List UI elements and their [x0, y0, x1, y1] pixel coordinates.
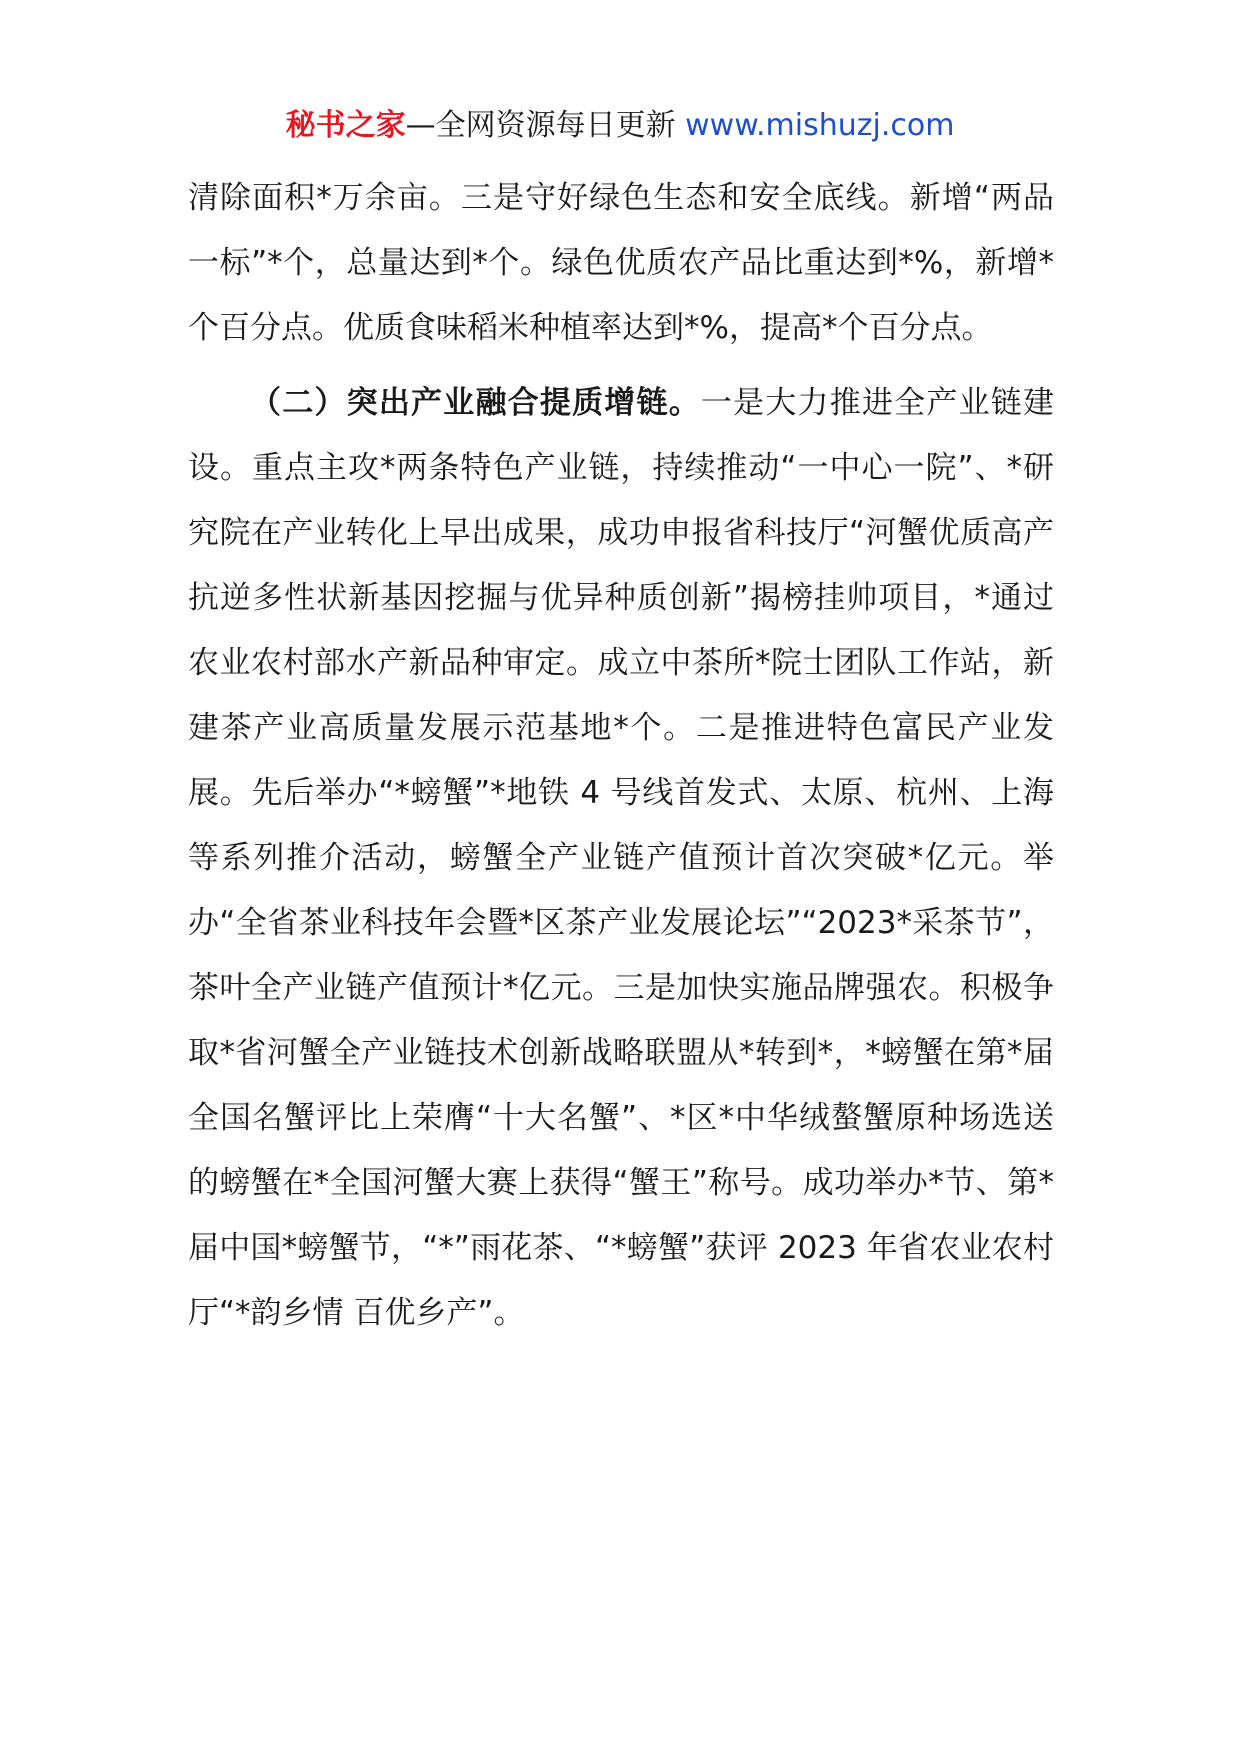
paragraph-text: 一是大力推进全产业链建设。重点主攻*两条特色产业链，持续推动“一中心一院”、*研究院在产业转化上早出成果，成功申报省科技厅“河蟹优质高产抗逆多性状新基因挖掘与优异种质创新”揭榜挂帅项目，*通过农业农村部水产新品种审定。成立中茶所*院士团队工作站，新建茶产业高质量发展示范基地*个。二是推进特色富民产业发展。先后举办“*螃蟹”*地铁 4 号线首发式、太原、杭州、上海等系列推介活动，螃蟹全产业链产值预计首次突破*亿元。举办“全省茶业科技年会暨*区茶产业发展论坛”“2023*采茶节”，茶叶全产业链产值预计*亿元。三是加快实施品牌强农。积极争取*省河蟹全产业链技术创新战略联盟从*转到*，*螃蟹在第*届全国名蟹评比上荣膺“十大名蟹”、*区*中华绒螯蟹原种场选送的螃蟹在*全国河蟹大赛上获得“蟹王”称号。成功举办*节、第*届中国*螃蟹节，“*”雨花茶、“*螃蟹”获评 2023 年省农业农村厅“*韵乡情 百优乡产”。: [188, 385, 1055, 1331]
section-heading: （二）突出产业融合提质增链。: [250, 385, 701, 421]
page-header: [0, 104, 1240, 148]
document-body: [188, 166, 1054, 1346]
paragraph-section-two: [188, 371, 1054, 1346]
header-url-link[interactable]: www.mishuzj.com: [685, 108, 955, 143]
header-brand: 秘书之家: [285, 108, 406, 143]
header-tagline: —全网资源每日更新: [405, 108, 686, 143]
paragraph-continuation: [188, 166, 1054, 361]
paragraph-text: 清除面积*万余亩。三是守好绿色生态和安全底线。新增“两品一标”*个，总量达到*个。绿色优质农产品比重达到*%，新增*个百分点。优质食味稻米种植率达到*%，提高*个百分点。: [188, 180, 1054, 346]
